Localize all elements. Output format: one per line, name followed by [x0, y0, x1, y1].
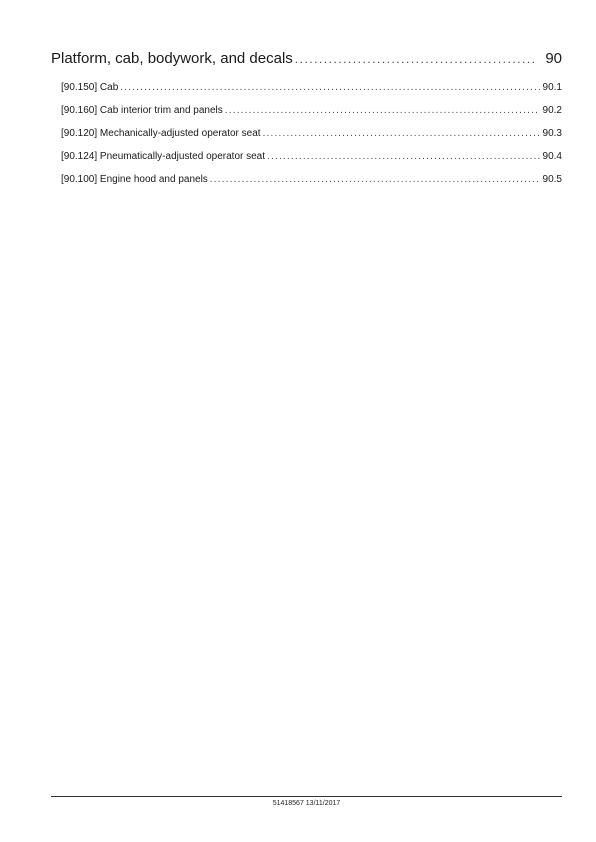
- toc-entry[interactable]: [61, 128, 562, 151]
- toc-entry-page: 90.2: [542, 105, 562, 116]
- table-of-contents: [51, 50, 562, 197]
- toc-entry-page: 90.4: [542, 151, 562, 162]
- footer-document-id: 51418567 13/11/2017: [272, 800, 341, 807]
- dot-leader: [120, 82, 539, 93]
- dot-leader: [295, 52, 537, 66]
- dot-leader: [263, 128, 540, 139]
- toc-section-title: Platform, cab, bodywork, and decals: [51, 50, 293, 67]
- toc-entry-title: [90.150] Cab: [61, 82, 119, 93]
- footer-divider: [51, 796, 562, 797]
- toc-entry[interactable]: [61, 82, 562, 105]
- toc-section-entry[interactable]: [51, 50, 562, 74]
- toc-entry-page: 90.5: [542, 174, 562, 185]
- toc-entry[interactable]: [61, 105, 562, 128]
- toc-entry-title: [90.160] Cab interior trim and panels: [61, 105, 223, 116]
- toc-section-page: 90: [545, 50, 562, 67]
- dot-leader: [225, 105, 540, 116]
- toc-subentries: [61, 82, 562, 197]
- toc-entry-page: 90.3: [542, 128, 562, 139]
- toc-entry-title: [90.124] Pneumatically-adjusted operator seat: [61, 151, 266, 162]
- toc-entry[interactable]: [61, 174, 562, 197]
- toc-entry-title: [90.100] Engine hood and panels: [61, 174, 208, 185]
- toc-entry-page: 90.1: [542, 82, 562, 93]
- dot-leader: [267, 151, 540, 162]
- toc-entry[interactable]: [61, 151, 562, 174]
- dot-leader: [210, 174, 540, 185]
- toc-entry-title: [90.120] Mechanically-adjusted operator seat: [61, 128, 261, 139]
